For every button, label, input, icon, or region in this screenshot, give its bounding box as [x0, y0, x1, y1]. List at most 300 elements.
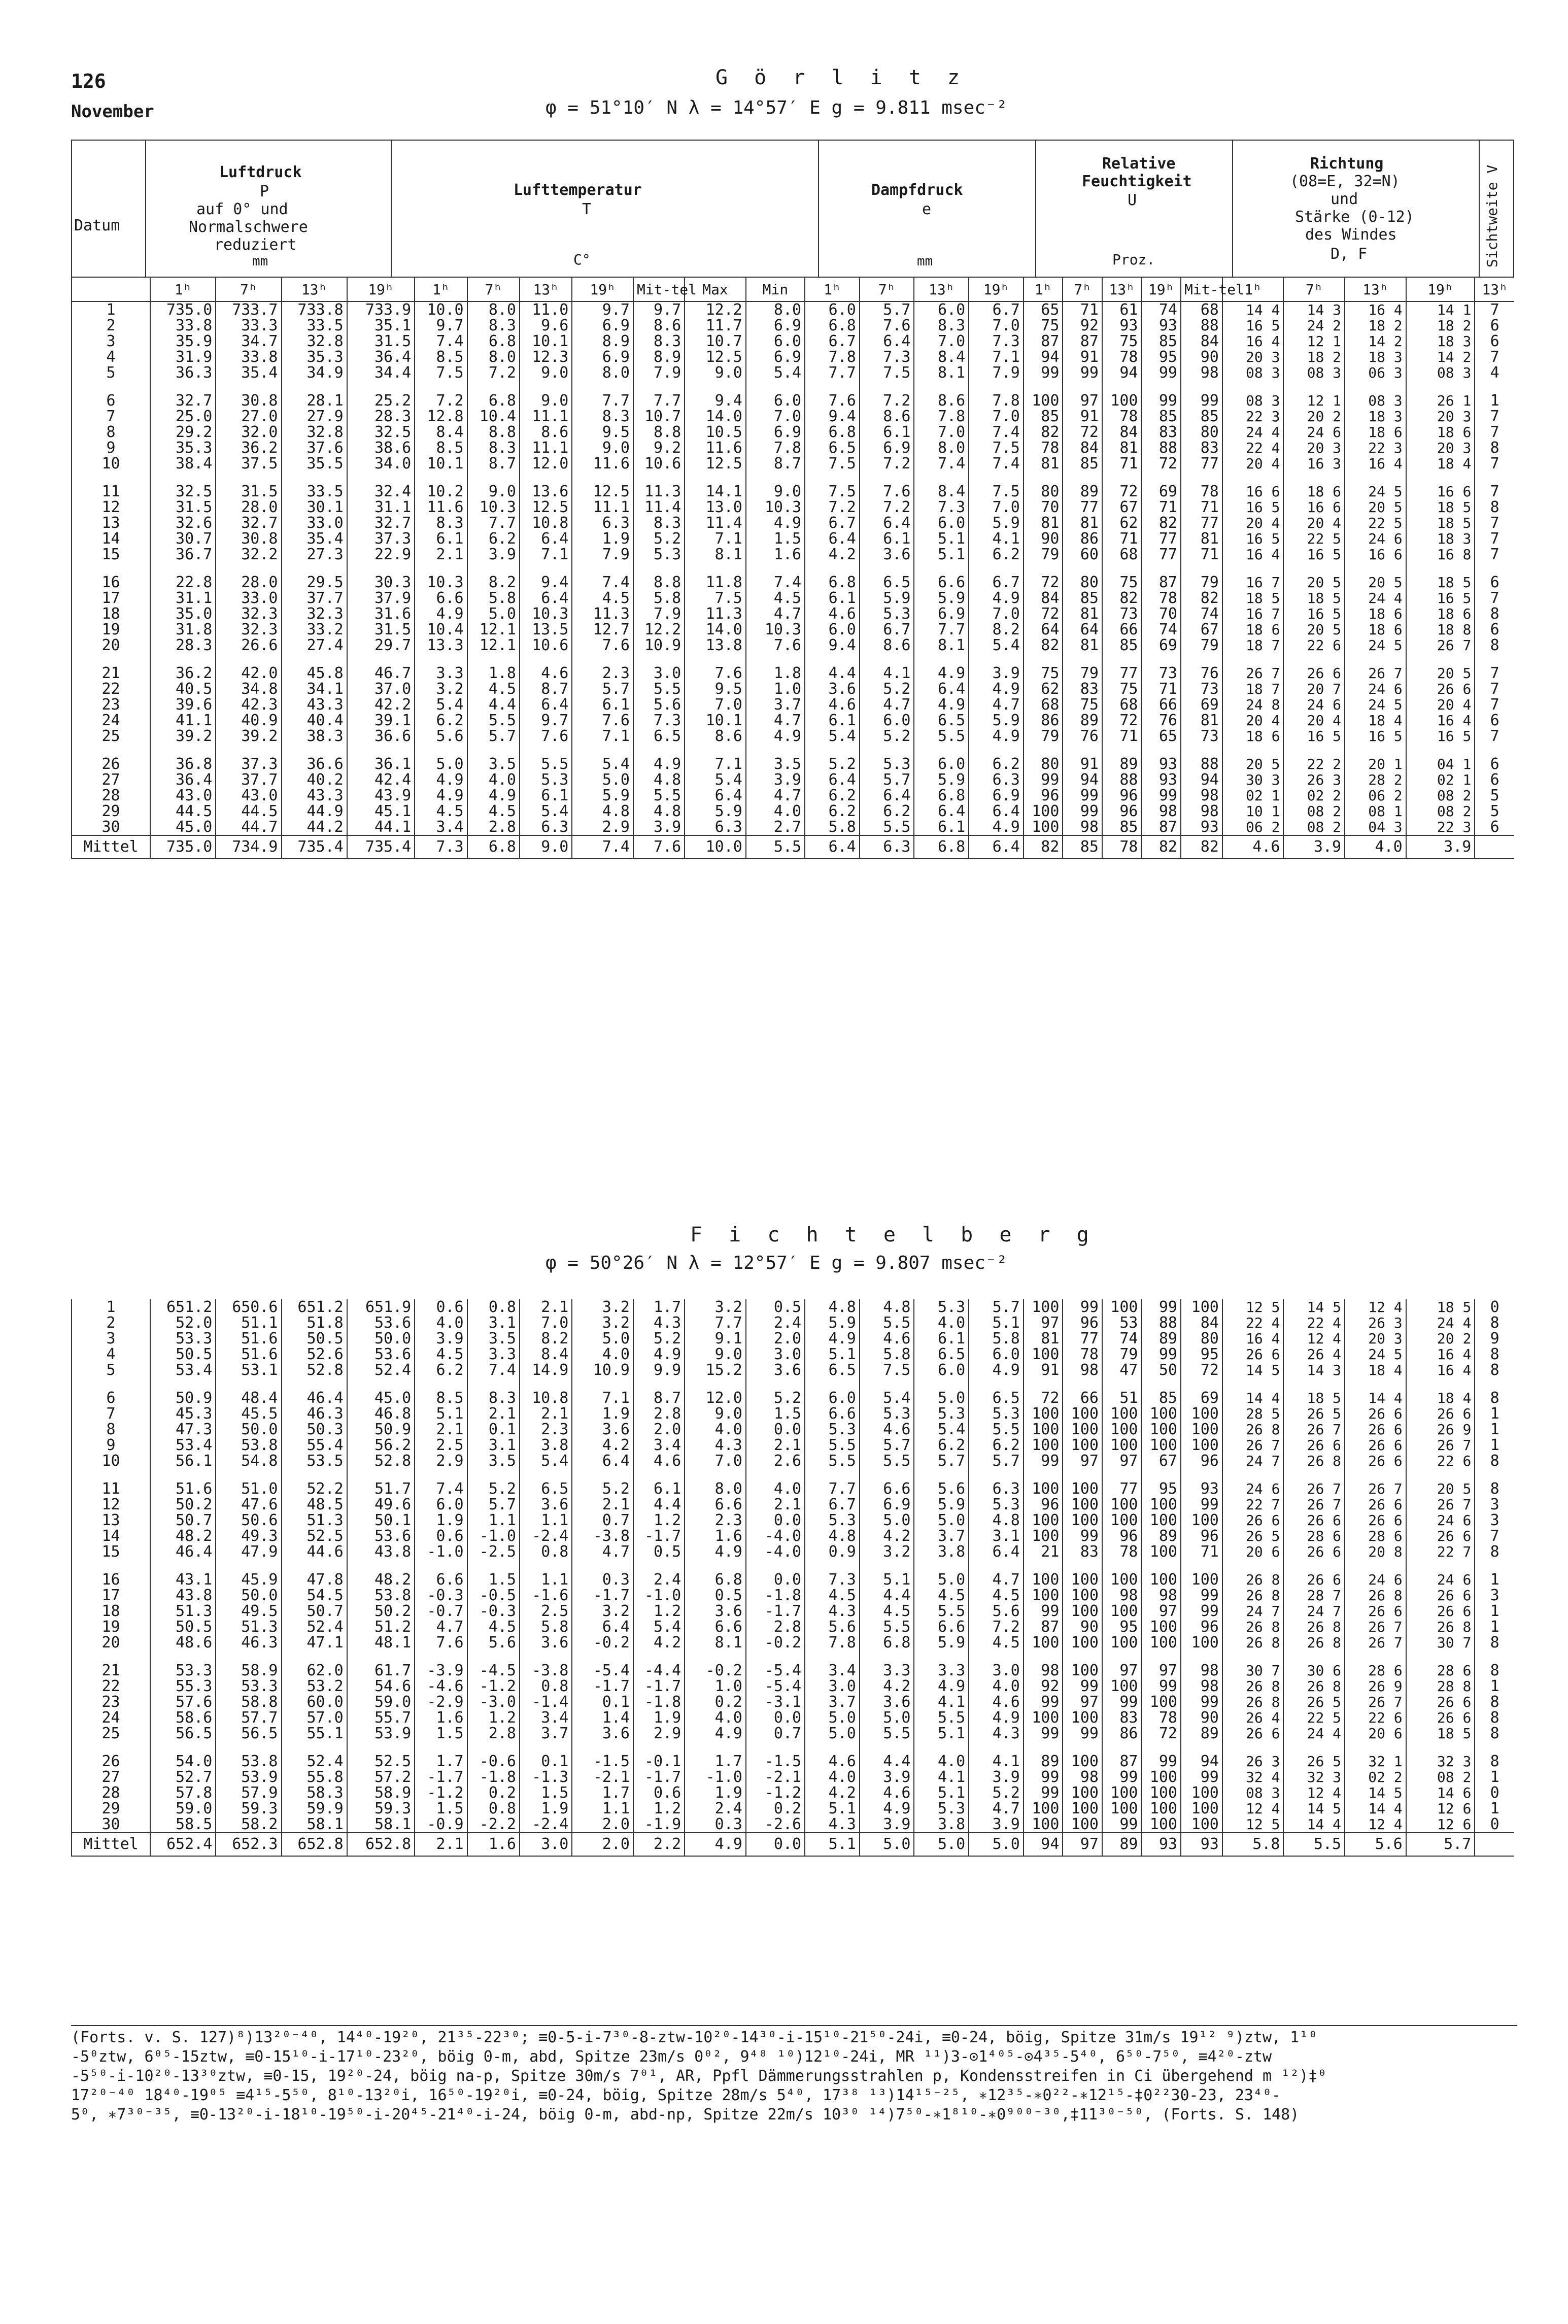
value-cell: 8.0 [685, 1481, 746, 1497]
value-cell: 48.2 [347, 1572, 415, 1588]
value-cell: 7.6 [805, 393, 860, 409]
value-cell: 18 3 [1345, 349, 1406, 365]
value-cell: 99 [1181, 1588, 1222, 1603]
value-cell: 7 [1475, 1528, 1514, 1544]
value-cell: 100 [1181, 1785, 1222, 1801]
value-cell: 4.1 [914, 1694, 969, 1710]
value-cell: 59.0 [347, 1694, 415, 1710]
value-cell: 51.1 [216, 1315, 281, 1331]
value-cell: 36.7 [150, 547, 216, 562]
mittel-value: 652.3 [216, 1833, 281, 1856]
value-cell: 8.7 [633, 1390, 685, 1406]
table-row [72, 772, 1514, 788]
value-cell: 28 8 [1406, 1678, 1475, 1694]
value-cell: 26 6 [1345, 1406, 1406, 1422]
value-cell: 14 5 [1345, 1785, 1406, 1801]
value-cell: 90 [1024, 531, 1063, 547]
value-cell: 35.9 [150, 333, 216, 349]
value-cell: 8.7 [520, 681, 572, 697]
group-spacer [72, 1469, 1514, 1481]
value-cell: 8.3 [633, 333, 685, 349]
value-cell: 6.2 [914, 1437, 969, 1453]
value-cell: 72 [1024, 606, 1063, 622]
value-cell: 16 5 [1283, 606, 1345, 622]
header-richtung: Richtung [1310, 155, 1384, 173]
value-cell: 20 5 [1345, 499, 1406, 515]
hour-header-cell: 19ʰ [969, 277, 1024, 301]
value-cell: 100 [1181, 1801, 1222, 1816]
value-cell: 12 4 [1345, 1299, 1406, 1315]
value-cell: 39.2 [216, 728, 281, 744]
value-cell: 0 [1475, 1816, 1514, 1833]
value-cell: 100 [1063, 1588, 1102, 1603]
value-cell: 11.4 [685, 515, 746, 531]
value-cell: 75 [1024, 318, 1063, 333]
value-cell: 8 [1475, 1710, 1514, 1726]
value-cell: 26 7 [1406, 637, 1475, 653]
value-cell: 6.4 [860, 333, 914, 349]
value-cell: 5.4 [746, 365, 805, 381]
value-cell: 2.8 [467, 819, 520, 835]
value-cell: 52.5 [282, 1528, 347, 1544]
hour-header-cell: 19ʰ [1406, 277, 1475, 301]
value-cell: 18 4 [1406, 1390, 1475, 1406]
value-cell: 26 7 [1345, 1619, 1406, 1635]
value-cell: 85 [1102, 819, 1142, 835]
date-cell: 22 [72, 1678, 150, 1694]
value-cell: 7.3 [805, 1572, 860, 1588]
value-cell: 10.9 [572, 1362, 633, 1378]
value-cell: 8.2 [969, 622, 1024, 637]
value-cell: 3.6 [520, 1497, 572, 1512]
table-row [72, 1816, 1514, 1833]
header-luftdruck-reduziert: reduziert [214, 236, 297, 254]
table-row [72, 393, 1514, 409]
value-cell: 1.2 [467, 1710, 520, 1726]
value-cell: 3.1 [969, 1528, 1024, 1544]
mittel-value: 82 [1181, 835, 1222, 859]
value-cell: 1.4 [572, 1710, 633, 1726]
value-cell: 6.1 [415, 531, 467, 547]
table-row [72, 1572, 1514, 1588]
value-cell: 14.9 [520, 1362, 572, 1378]
table-row [72, 424, 1514, 440]
value-cell: 26 8 [1283, 1453, 1345, 1469]
value-cell: 6.4 [860, 515, 914, 531]
value-cell: 99 [1141, 1754, 1181, 1769]
value-cell: 2.1 [746, 1497, 805, 1512]
value-cell: 71 [1102, 728, 1142, 744]
value-cell: 51.6 [216, 1331, 281, 1346]
value-cell: 100 [1141, 1406, 1181, 1422]
mittel-value: 734.9 [216, 835, 281, 859]
value-cell: 81 [1024, 515, 1063, 531]
value-cell: 5.3 [633, 547, 685, 562]
value-cell: 55.8 [282, 1769, 347, 1785]
value-cell: 100 [1181, 1437, 1222, 1453]
mittel-value: 7.3 [415, 835, 467, 859]
value-cell: 8.9 [633, 349, 685, 365]
value-cell: 93 [1141, 772, 1181, 788]
value-cell: 0.5 [685, 1588, 746, 1603]
value-cell: 1.9 [633, 1710, 685, 1726]
value-cell: 35.4 [282, 531, 347, 547]
value-cell: 18 2 [1345, 318, 1406, 333]
value-cell: 5.1 [805, 1346, 860, 1362]
value-cell: 5.1 [914, 531, 969, 547]
value-cell: 3.9 [467, 547, 520, 562]
date-cell: 24 [72, 713, 150, 728]
value-cell: 7.7 [914, 622, 969, 637]
value-cell: 18 6 [1222, 728, 1284, 744]
date-cell: 1 [72, 1299, 150, 1315]
value-cell: -1.0 [633, 1588, 685, 1603]
value-cell: 1.9 [685, 1785, 746, 1801]
mittel-value: 652.4 [150, 1833, 216, 1856]
value-cell: 26 7 [1283, 1422, 1345, 1437]
value-cell: 4.1 [860, 665, 914, 681]
value-cell: 81 [1063, 606, 1102, 622]
value-cell: 35.5 [282, 456, 347, 471]
value-cell: 16 5 [1222, 499, 1284, 515]
value-cell: 71 [1102, 456, 1142, 471]
station-title-goerlitz: G ö r l i t z [715, 66, 967, 89]
value-cell: 20 3 [1406, 409, 1475, 424]
table-row [72, 1528, 1514, 1544]
value-cell: 4.6 [805, 606, 860, 622]
value-cell: 81 [1063, 515, 1102, 531]
value-cell: 5.9 [914, 1635, 969, 1651]
value-cell: 5.1 [969, 1315, 1024, 1331]
value-cell: 6.1 [914, 819, 969, 835]
mittel-value: 735.4 [282, 835, 347, 859]
value-cell: 6.4 [520, 697, 572, 713]
value-cell: 3.5 [746, 756, 805, 772]
value-cell: 26 8 [1222, 1635, 1284, 1651]
value-cell: 7.0 [685, 697, 746, 713]
mittel-value: 5.0 [860, 1833, 914, 1856]
value-cell: 12.2 [633, 622, 685, 637]
value-cell: 3 [1475, 1512, 1514, 1528]
value-cell: 100 [1024, 1481, 1063, 1497]
value-cell: 100 [1024, 1588, 1063, 1603]
value-cell: 22.8 [150, 575, 216, 590]
value-cell: 0.2 [746, 1801, 805, 1816]
value-cell: 14.0 [685, 622, 746, 637]
value-cell: -1.7 [633, 1769, 685, 1785]
value-cell: 6.6 [685, 1619, 746, 1635]
value-cell: 100 [1141, 1437, 1181, 1453]
value-cell: 5.3 [860, 606, 914, 622]
value-cell: 24 4 [1222, 424, 1284, 440]
value-cell: 3.9 [633, 819, 685, 835]
value-cell: 16 5 [1222, 318, 1284, 333]
value-cell: 8.6 [860, 637, 914, 653]
value-cell: 14 3 [1283, 301, 1345, 318]
value-cell: 70 [1141, 606, 1181, 622]
value-cell: 76 [1063, 728, 1102, 744]
value-cell: 99 [1063, 788, 1102, 803]
page-month: November [71, 102, 154, 122]
date-cell: 30 [72, 819, 150, 835]
value-cell: 53.4 [150, 1362, 216, 1378]
value-cell: 3.5 [467, 1331, 520, 1346]
value-cell: 7.7 [805, 365, 860, 381]
value-cell: 51 [1102, 1390, 1142, 1406]
value-cell: 97 [1141, 1663, 1181, 1678]
value-cell: 1 [1475, 1572, 1514, 1588]
value-cell: 26 7 [1345, 1635, 1406, 1651]
value-cell: 4.6 [969, 1694, 1024, 1710]
value-cell: -0.3 [415, 1588, 467, 1603]
value-cell: 4.5 [415, 1346, 467, 1362]
value-cell: 8.6 [860, 409, 914, 424]
value-cell: 99 [1063, 1528, 1102, 1544]
value-cell: 7.7 [805, 1481, 860, 1497]
value-cell: 99 [1063, 365, 1102, 381]
table-row [72, 803, 1514, 819]
value-cell: 50.5 [150, 1619, 216, 1635]
value-cell: 52.6 [282, 1346, 347, 1362]
value-cell: 78 [1141, 1710, 1181, 1726]
value-cell: 50.1 [347, 1512, 415, 1528]
value-cell: 26.6 [216, 637, 281, 653]
value-cell: -0.9 [415, 1816, 467, 1833]
date-cell: 15 [72, 547, 150, 562]
header-luftdruck-p: P [260, 183, 269, 200]
value-cell: 99 [1141, 1299, 1181, 1315]
value-cell: 6.9 [860, 1497, 914, 1512]
value-cell: -5.4 [746, 1663, 805, 1678]
value-cell: 18 5 [1406, 575, 1475, 590]
value-cell: 4 [1475, 365, 1514, 381]
date-cell: 1 [72, 301, 150, 318]
value-cell: 95 [1181, 1346, 1222, 1362]
value-cell: 2.1 [415, 1422, 467, 1437]
value-cell: 25.0 [150, 409, 216, 424]
value-cell: 1.1 [467, 1512, 520, 1528]
mittel-value: 5.0 [969, 1833, 1024, 1856]
value-cell: 100 [1102, 393, 1142, 409]
value-cell: 1.2 [633, 1603, 685, 1619]
value-cell: 84 [1063, 440, 1102, 456]
value-cell: 78 [1024, 440, 1063, 456]
value-cell: 24 6 [1222, 1481, 1284, 1497]
value-cell: 14.1 [685, 484, 746, 499]
value-cell: 1.0 [685, 1678, 746, 1694]
hour-header-cell: 13ʰ [1475, 277, 1514, 301]
value-cell: 69 [1141, 637, 1181, 653]
value-cell: 9.0 [520, 365, 572, 381]
value-cell: 20 7 [1283, 681, 1345, 697]
value-cell: -0.6 [467, 1754, 520, 1769]
value-cell: 9.7 [520, 713, 572, 728]
value-cell: 6.4 [969, 1544, 1024, 1560]
value-cell: 6.9 [860, 440, 914, 456]
value-cell: 6.5 [805, 440, 860, 456]
value-cell: 100 [1102, 1497, 1142, 1512]
value-cell: 28 6 [1345, 1528, 1406, 1544]
value-cell: 81 [1063, 637, 1102, 653]
value-cell: 36.2 [216, 440, 281, 456]
value-cell: 5.4 [520, 803, 572, 819]
value-cell: 22 4 [1222, 1315, 1284, 1331]
table-row [72, 531, 1514, 547]
value-cell: 26 3 [1345, 1315, 1406, 1331]
value-cell: 52.8 [347, 1453, 415, 1469]
value-cell: 53.5 [282, 1453, 347, 1469]
value-cell: 80 [1181, 424, 1222, 440]
value-cell: -3.8 [520, 1663, 572, 1678]
value-cell: 18 5 [1406, 1299, 1475, 1315]
value-cell: 86 [1024, 713, 1063, 728]
value-cell: 36.6 [347, 728, 415, 744]
value-cell: 4.9 [746, 515, 805, 531]
table-row [72, 440, 1514, 456]
value-cell: 5.4 [685, 772, 746, 788]
value-cell: 1 [1475, 1619, 1514, 1635]
value-cell: 50.0 [216, 1588, 281, 1603]
value-cell: 12.3 [520, 349, 572, 365]
mittel-value: 85 [1063, 835, 1102, 859]
value-cell: 2.1 [520, 1406, 572, 1422]
value-cell: 7.6 [415, 1635, 467, 1651]
value-cell: 84 [1181, 333, 1222, 349]
value-cell: 3.4 [415, 819, 467, 835]
value-cell: 6.4 [860, 788, 914, 803]
value-cell: 5.3 [914, 1299, 969, 1315]
value-cell: 8 [1475, 1663, 1514, 1678]
value-cell: 32.5 [347, 424, 415, 440]
value-cell: 26 8 [1222, 1678, 1284, 1694]
value-cell: 3.3 [467, 1346, 520, 1362]
value-cell: 1.6 [415, 1710, 467, 1726]
date-cell: 18 [72, 1603, 150, 1619]
value-cell: 10.2 [415, 484, 467, 499]
value-cell: 5.7 [860, 301, 914, 318]
value-cell: 26 6 [1222, 1726, 1284, 1741]
value-cell: 4.0 [746, 1481, 805, 1497]
value-cell: 12 4 [1283, 1331, 1345, 1346]
value-cell: 43.8 [347, 1544, 415, 1560]
mittel-value [1475, 835, 1514, 859]
table-row [72, 1678, 1514, 1694]
value-cell: 93 [1181, 819, 1222, 835]
footnote-line-3: -5⁵⁰-i-10²⁰-13³⁰ztw, ≡0-15, 19²⁰-24, böig na-p, Spitze 30m/s 7⁰¹, AR, Ppfl Dämmerungsstrahlen p, Kondensstreifen in Ci übergehend m ¹²)‡⁰ [71, 2067, 1327, 2085]
mittel-value: 5.0 [914, 1833, 969, 1856]
value-cell: 4.3 [969, 1726, 1024, 1741]
value-cell: 95 [1141, 349, 1181, 365]
value-cell: 651.9 [347, 1299, 415, 1315]
value-cell: 100 [1102, 1603, 1142, 1619]
date-cell: 12 [72, 499, 150, 515]
value-cell: 5.5 [969, 1422, 1024, 1437]
value-cell: 1 [1475, 1801, 1514, 1816]
value-cell: 57.2 [347, 1769, 415, 1785]
value-cell: 55.3 [150, 1678, 216, 1694]
value-cell: 30 3 [1222, 772, 1284, 788]
value-cell: 9.4 [805, 409, 860, 424]
value-cell: 7.7 [572, 393, 633, 409]
value-cell: 39.1 [347, 713, 415, 728]
value-cell: 4.6 [860, 1785, 914, 1801]
mittel-value: 2.0 [572, 1833, 633, 1856]
value-cell: 3.2 [415, 681, 467, 697]
value-cell: 6 [1475, 318, 1514, 333]
value-cell: 44.6 [282, 1544, 347, 1560]
value-cell: 2.1 [520, 1299, 572, 1315]
value-cell: 53.8 [347, 1588, 415, 1603]
date-cell: 7 [72, 1406, 150, 1422]
value-cell: 0.9 [805, 1544, 860, 1560]
value-cell: 6 [1475, 756, 1514, 772]
value-cell: 7.0 [746, 409, 805, 424]
value-cell: -1.7 [633, 1528, 685, 1544]
value-cell: 97 [1024, 1315, 1063, 1331]
value-cell: 4.9 [914, 665, 969, 681]
value-cell: 7 [1475, 547, 1514, 562]
value-cell: 96 [1181, 1619, 1222, 1635]
value-cell: 25.2 [347, 393, 415, 409]
value-cell: 5.7 [572, 681, 633, 697]
value-cell: 7.8 [969, 393, 1024, 409]
value-cell: 18 7 [1222, 681, 1284, 697]
value-cell: 99 [1181, 1497, 1222, 1512]
table-row [72, 1406, 1514, 1422]
value-cell: 9.0 [572, 440, 633, 456]
value-cell: 12 1 [1283, 393, 1345, 409]
value-cell: -1.6 [520, 1588, 572, 1603]
value-cell: 5.5 [914, 728, 969, 744]
value-cell: 51.2 [347, 1619, 415, 1635]
value-cell: 95 [1102, 1619, 1142, 1635]
table-row [72, 756, 1514, 772]
value-cell: 22 6 [1345, 1710, 1406, 1726]
mittel-value: 652.8 [282, 1833, 347, 1856]
value-cell: 100 [1024, 1512, 1063, 1528]
value-cell: 100 [1063, 1572, 1102, 1588]
value-cell: 5.0 [860, 1710, 914, 1726]
value-cell: 3.4 [633, 1437, 685, 1453]
hour-header-cell: 1ʰ [415, 277, 467, 301]
value-cell: -2.4 [520, 1816, 572, 1833]
value-cell: 47.3 [150, 1422, 216, 1437]
value-cell: 6.4 [914, 803, 969, 819]
hour-header-cell: Mit-tel [633, 277, 685, 301]
value-cell: 8.3 [914, 318, 969, 333]
date-cell: 23 [72, 1694, 150, 1710]
value-cell: 75 [1063, 697, 1102, 713]
value-cell: 71 [1181, 547, 1222, 562]
value-cell: 5.5 [633, 788, 685, 803]
hour-header-cell: 13ʰ [914, 277, 969, 301]
value-cell: 48.2 [150, 1528, 216, 1544]
value-cell: 26 7 [1345, 1481, 1406, 1497]
value-cell: 28 2 [1345, 772, 1406, 788]
value-cell: 99 [1181, 393, 1222, 409]
value-cell: 3.6 [860, 1694, 914, 1710]
value-cell: 3.9 [969, 665, 1024, 681]
value-cell: 37.5 [216, 456, 281, 471]
value-cell: 20 4 [1283, 515, 1345, 531]
value-cell: 26 4 [1283, 1346, 1345, 1362]
value-cell: 20 8 [1345, 1544, 1406, 1560]
value-cell: 7 [1475, 681, 1514, 697]
value-cell: 26 8 [1283, 1678, 1345, 1694]
value-cell: 11.1 [520, 409, 572, 424]
value-cell: 50.7 [150, 1512, 216, 1528]
value-cell: -2.6 [746, 1816, 805, 1833]
